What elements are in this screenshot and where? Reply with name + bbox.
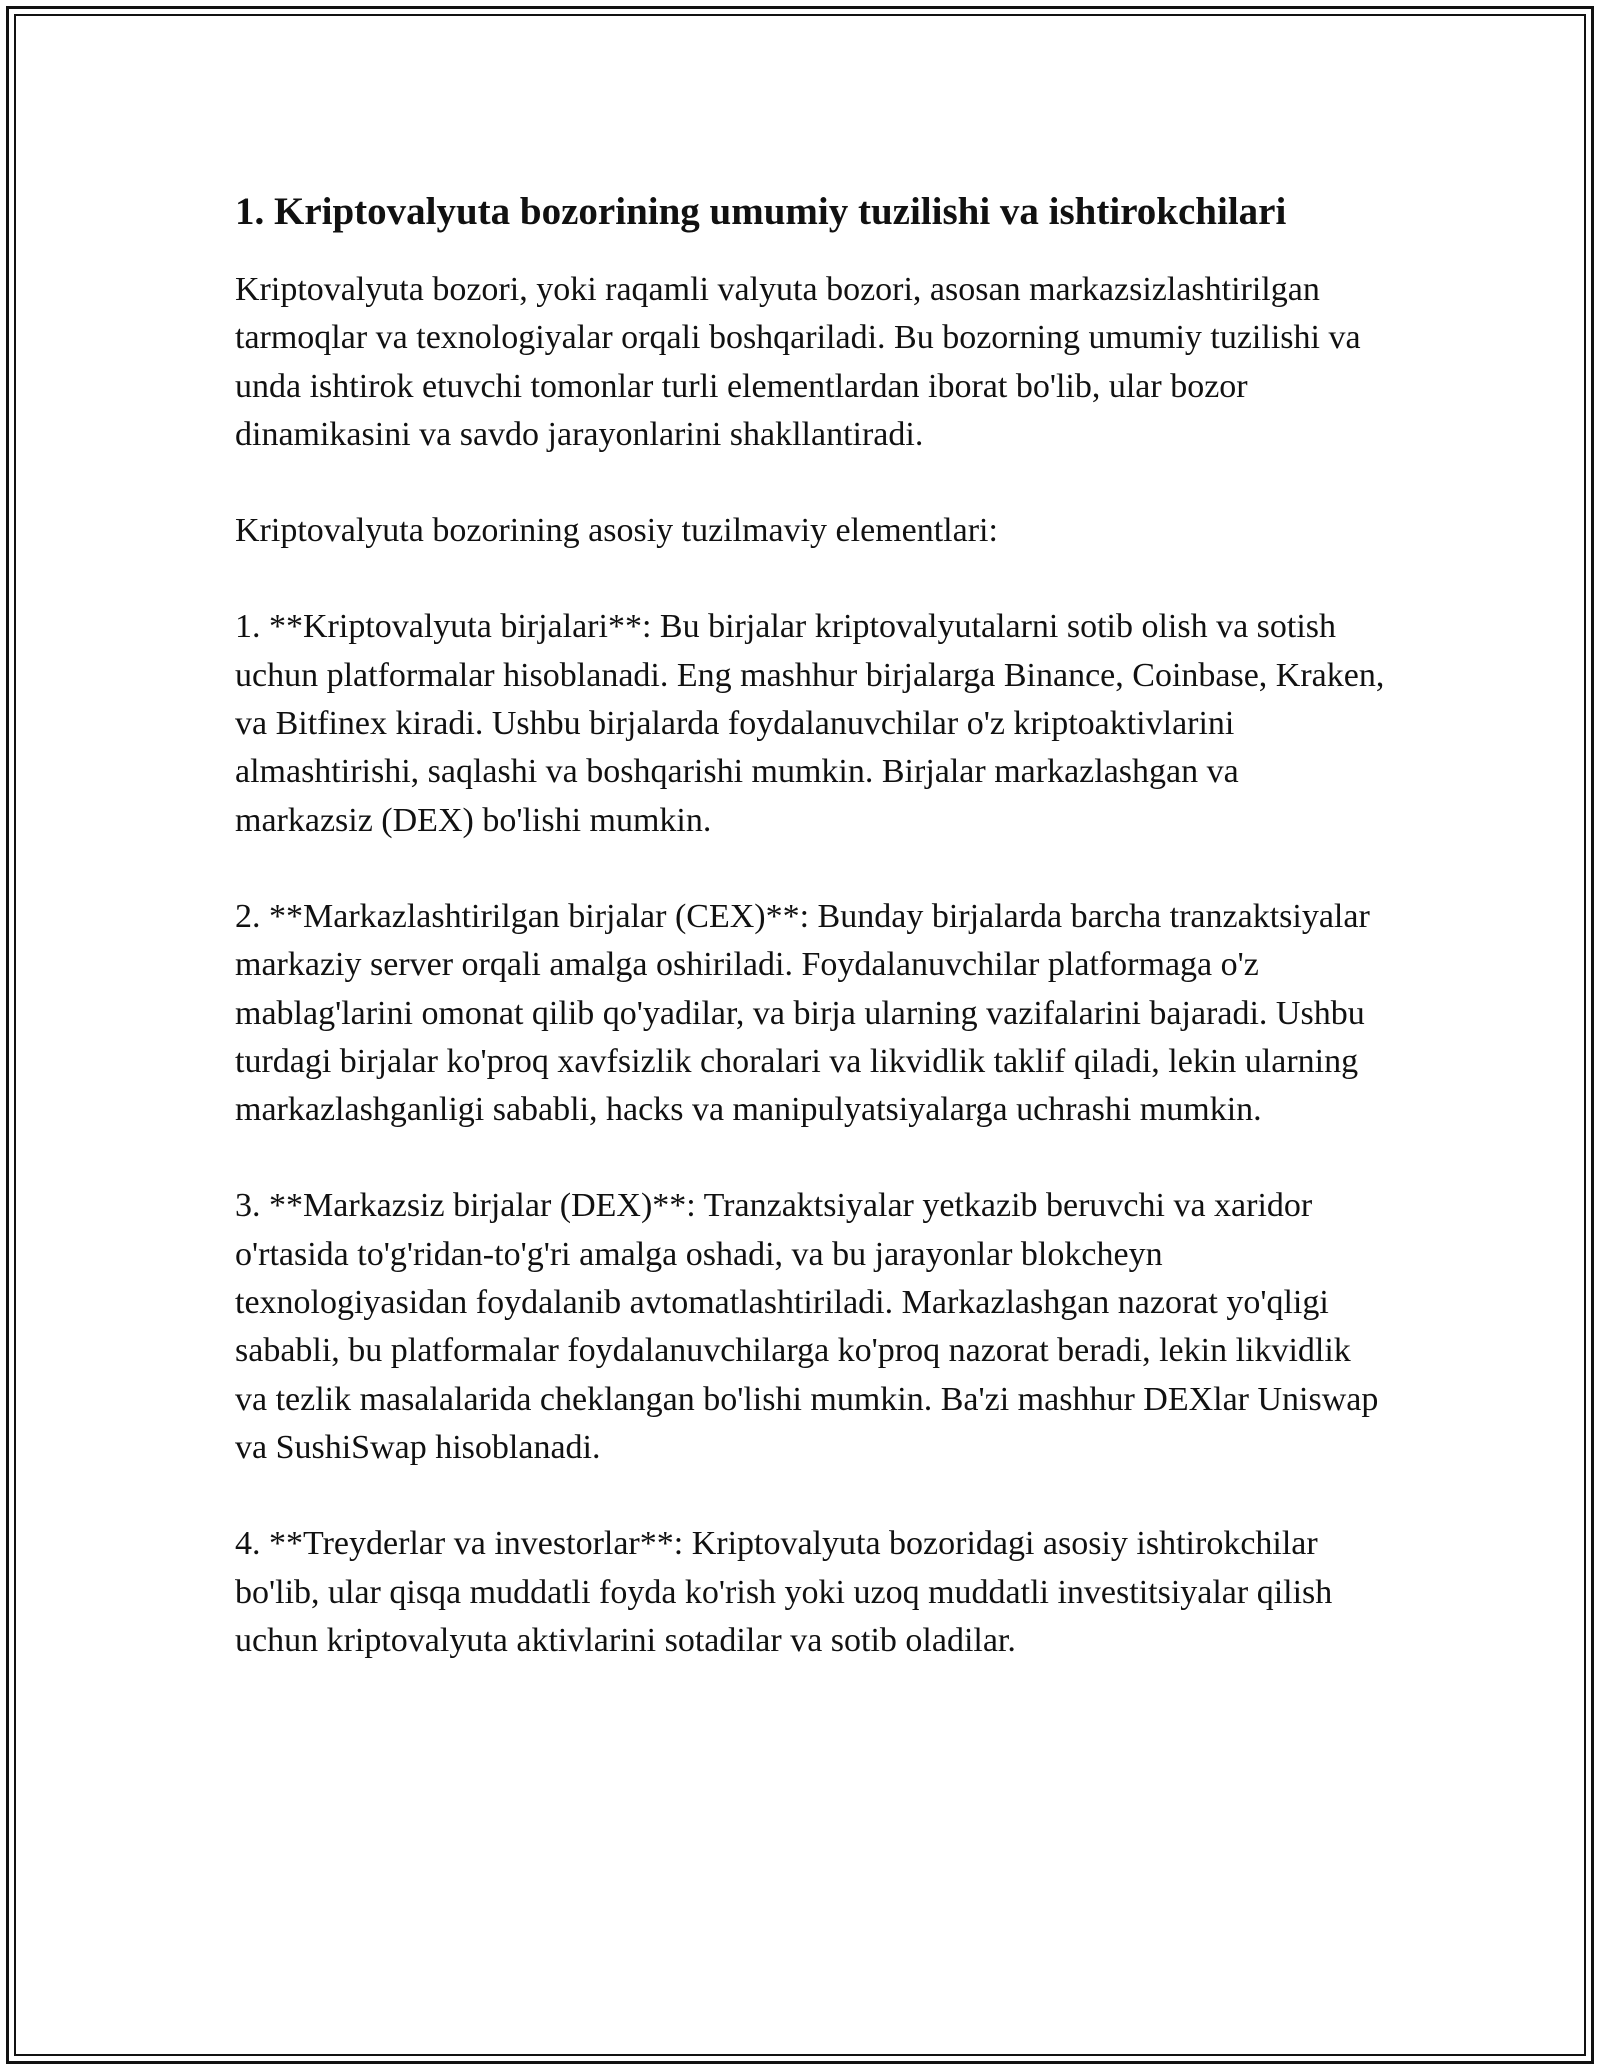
list-item-exchanges: 1. **Kriptovalyuta birjalari**: Bu birjalar kriptovalyutalarni sotib olish va sotish uchun platformalar hisoblanadi. Eng mashhur birjalarga Binance, Coinbase, Kraken, va Bitfinex kiradi. Ushbu birjalarda foydalanuvchilar o'z kriptoaktivlarini almashtirishi, saqlashi va boshqarishi mumkin. Birjalar markazlashgan va markazsiz (DEX) bo'lishi mumkin.	[235, 608, 1385, 839]
list-item-traders: 4. **Treyderlar va investorlar**: Kriptovalyuta bozoridagi asosiy ishtirokchilar bo'lib, ular qisqa muddatli foyda ko'rish yoki uzoq muddatli investitsiyalar qilish uchun kriptovalyuta aktivlarini sotadilar va sotib oladilar.	[235, 1525, 1333, 1659]
document-body	[235, 186, 1385, 1665]
list-item-dex: 3. **Markazsiz birjalar (DEX)**: Tranzaktsiyalar yetkazib beruvchi va xaridor o'rtasida to'g'ridan-to'g'ri amalga oshadi, va bu jarayonlar blokcheyn texnologiyasidan foydalanib avtomatlashtiriladi. Markazlashgan nazorat yo'qligi sababli, bu platformalar foydalanuvchilarga ko'proq nazorat beradi, lekin likvidlik va tezlik masalalarida cheklangan bo'lishi mumkin. Ba'zi mashhur DEXlar Uniswap va SushiSwap hisoblanadi.	[235, 1187, 1379, 1466]
intro-paragraph: Kriptovalyuta bozori, yoki raqamli valyuta bozori, asosan markazsizlashtirilgan tarmoqlar va texnologiyalar orqali boshqariladi. Bu bozorning umumiy tuzilishi va unda ishtirok etuvchi tomonlar turli elementlardan iborat bo'lib, ular bozor dinamikasini va savdo jarayonlarini shakllantiradi.	[235, 271, 1361, 453]
list-item-cex: 2. **Markazlashtirilgan birjalar (CEX)**: Bunday birjalarda barcha tranzaktsiyalar markaziy server orqali amalga oshiriladi. Foydalanuvchilar platformaga o'z mablag'larini omonat qilib qo'yadilar, va birja ularning vazifalarini bajaradi. Ushbu turdagi birjalar ko'proq xavfsizlik choralari va likvidlik taklif qiladi, lekin ularning markazlashganligi sababli, hacks va manipulyatsiyalarga uchrashi mumkin.	[235, 897, 1370, 1129]
section-heading: 1. Kriptovalyuta bozorining umumiy tuzilishi va ishtirokchilari	[235, 190, 1287, 233]
elements-intro-paragraph: Kriptovalyuta bozorining asosiy tuzilmaviy elementlari:	[235, 512, 998, 550]
